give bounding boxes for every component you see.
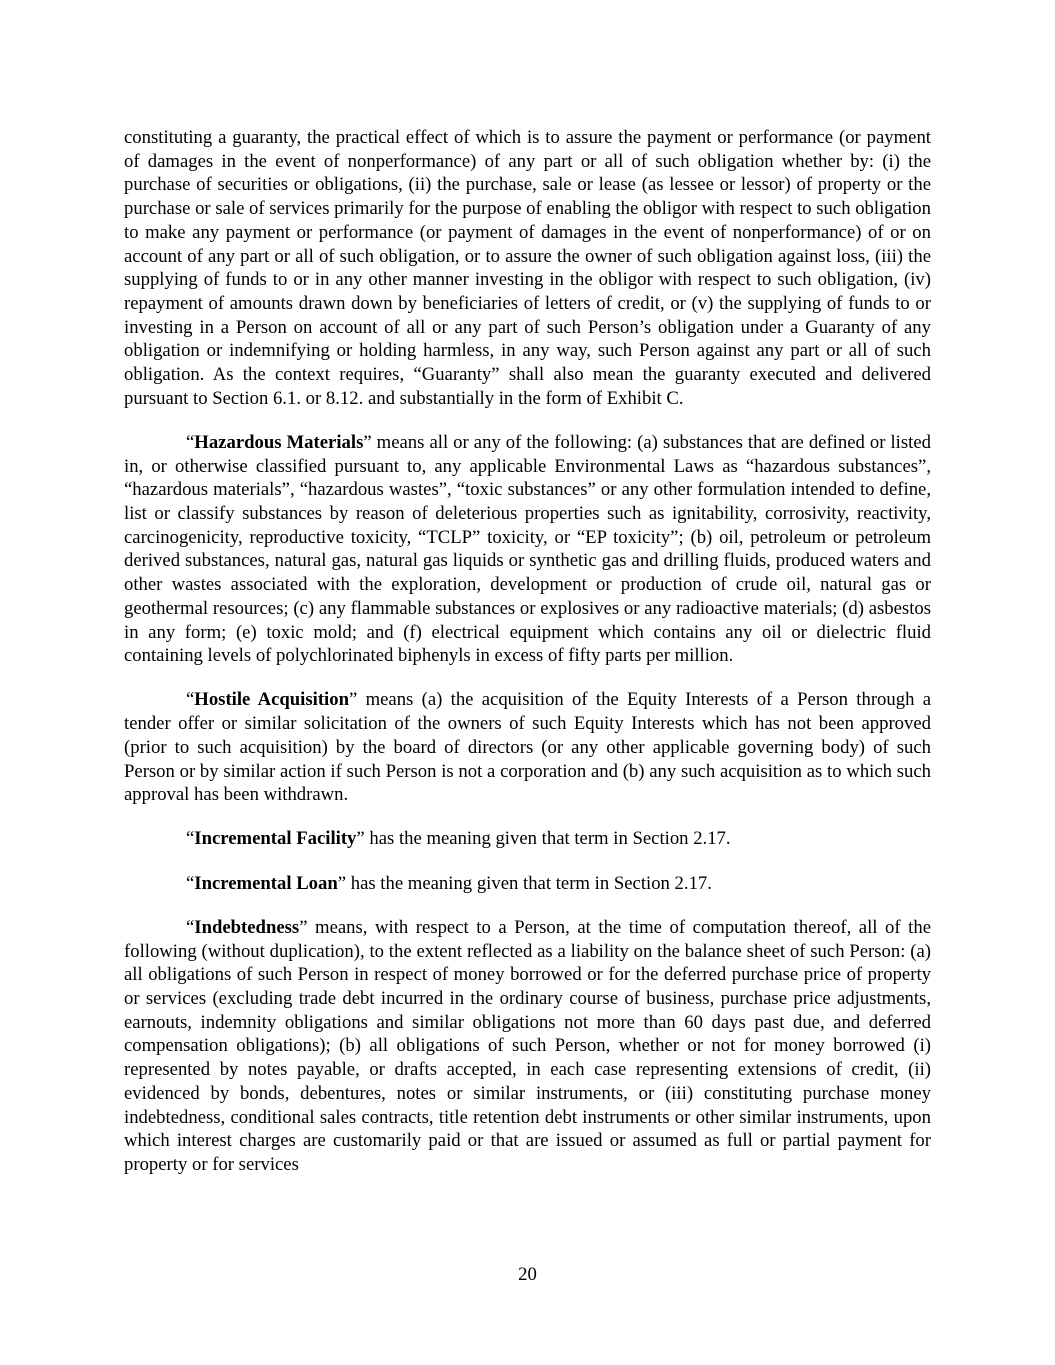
close-quote: ” [299,916,308,938]
open-quote: “ [186,872,195,894]
definition-hazardous-materials [124,431,931,668]
defined-term: Incremental Facility [194,828,357,850]
open-quote: “ [186,431,195,453]
close-quote: ” [356,828,365,850]
close-quote: ” [349,689,358,711]
close-quote: ” [337,872,347,894]
definition-text: means (a) the acquisition of the Equity Interests of a Person through a tender offer or similar solicitation of the owners of such Equity Interests which has not been approved (prior to such acquisition) by the board of directors (or any other applicable governing body) of such Person or by similar action if such Person is not a corporation and (b) any such acquisition as to which such approval has been withdrawn. [124,689,932,806]
definition-text: means all or any of the following: (a) substances that are defined or listed in, or otherwise classified pursuant to, any applicable Environmental Laws as “hazardous substances”, “hazardous materials”, “hazardous wastes”, “toxic substances” or any other formulation intended to define, list or classify substances by reason of deleterious properties such as ignitability, corrosivity, reactivity, carcinogenicity, reproductive toxicity, “TCLP” toxicity, or “EP toxicity”; (b) oil, petroleum or petroleum derived substances, natural gas, natural gas liquids or synthetic gas and drilling fluids, produced waters and other wastes associated with the exploration, development or production of crude oil, natural gas or geothermal resources; (c) any flammable substances or explosives or any radioactive materials; (d) asbestos in any form; (e) toxic mold; and (f) electrical equipment which contains any oil or dielectric fluid containing levels of polychlorinated biphenyls in excess of fifty parts per million. [124,431,931,667]
definition-text: has the meaning given that term in Section 2.17. [364,828,731,850]
open-quote: “ [186,828,195,850]
definition-text: means, with respect to a Person, at the time of computation thereof, all of the following (without duplication), to the extent reflected as a liability on the balance sheet of such Person: (a) all obligations of such Person in respect of money borrowed or for the deferred purchase price of property or services (excluding trade debt incurred in the ordinary course of business, purchase price adjustments, earnouts, indemnity obligations and similar obligations not more than 60 days past due, and deferred compensation obligations); (b) all obligations of such Person, whether or not for money borrowed (i) represented by notes payable, or drafts accepted, in each case representing extensions of credit, (ii) evidenced by bonds, debentures, notes or similar instruments, or (iii) constituting purchase money indebtedness, conditional sales contracts, title retention debt instruments or other similar instruments, upon which interest charges are customarily paid or that are issued or assumed as full or partial payment for property or for services [124,916,931,1175]
defined-term: Hostile Acquisition [194,689,349,711]
open-quote: “ [186,916,195,938]
continuation-paragraph: constituting a guaranty, the practical effect of which is to assure the payment or performance (or payment of damages in the event of nonperformance) of any part or all of such obligation whether by: (i) the purchase of securities or obligations, (ii) the purchase, sale or lease (as lessee or lessor) of property or the purchase or sale of services primarily for the purpose of enabling the obligor with respect to such obligation to make any payment or performance (or payment of damages in the event of nonperformance) of or on account of any part or all of such obligation, or to assure the owner of such obligation against loss, (iii) the supplying of funds to or in any other manner investing in the obligor with respect to such obligation, (iv) repayment of amounts drawn down by beneficiaries of letters of credit, or (v) the supplying of funds to or investing in a Person on account of all or any part of such Person’s obligation under a Guaranty of any obligation or indemnifying or holding harmless, in any way, such Person against any part or all of such obligation. As the context requires, “Guaranty” shall also mean the guaranty executed and delivered pursuant to Section 6.1. or 8.12. and substantially in the form of Exhibit C. [124,127,931,409]
defined-term: Indebtedness [194,916,300,938]
close-quote: ” [363,431,372,453]
definition-indebtedness [124,916,931,1177]
open-quote: “ [186,689,195,711]
page-number: 20 [518,1264,537,1285]
definition-hostile-acquisition [124,688,931,807]
document-page [124,126,931,1177]
definition-incremental-loan [124,872,931,896]
defined-term: Incremental Loan [194,872,338,894]
definition-incremental-facility [124,827,931,851]
defined-term: Hazardous Materials [194,431,364,453]
definition-text: has the meaning given that term in Section 2.17. [346,872,712,894]
